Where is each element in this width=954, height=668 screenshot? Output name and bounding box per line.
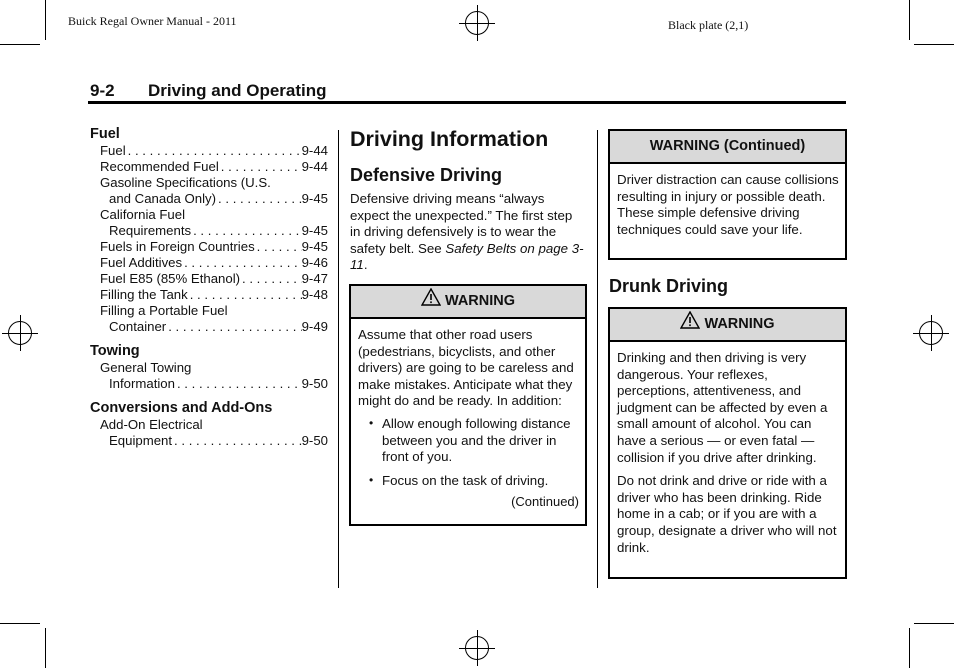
warning-header: WARNING xyxy=(610,309,845,342)
toc-entry[interactable]: Fuel Additives . . . 9-46 xyxy=(90,255,328,271)
continued-note: (Continued) xyxy=(511,494,579,510)
crop-mark xyxy=(914,44,954,45)
warning-header: WARNING (Continued) xyxy=(610,131,845,164)
cross-reference-link[interactable]: Safety Belts on page 3-11 xyxy=(350,240,584,273)
list-item: • Allow enough following distance between you and the driver in front of you. xyxy=(382,416,579,466)
crop-mark xyxy=(0,44,40,45)
warning-text: Assume that other road users (pedestrians, bicyclists, and other drivers) are going to be careless and make mistakes. Anticipate what they might do and be ready. In addition: xyxy=(358,327,574,409)
plate-label: Black plate (2,1) xyxy=(668,18,749,32)
toc-entry[interactable]: Filling a Portable Fuel xyxy=(100,303,228,318)
toc-entry[interactable]: Equipment . . . 9-50 xyxy=(90,433,328,449)
warning-box xyxy=(608,307,847,579)
toc-entry[interactable]: Add-On Electrical xyxy=(100,417,203,432)
toc-entry[interactable]: Recommended Fuel . . . 9-44 xyxy=(90,159,328,175)
warning-paragraph: Do not drink and drive or ride with a driver who has been drinking. Ride home in a cab; or if you are with a group, designate a driver who will not drink. xyxy=(617,473,837,555)
section-heading-defensive: Defensive Driving xyxy=(350,165,503,185)
warning-paragraph: Drinking and then driving is very dangerous. Your reflexes, perceptions, attentiveness, and judgment can be affected by even a small amount of alcohol. You can have a serious — or even fatal — collision if you drive after drinking. xyxy=(617,350,828,465)
list-item: • Focus on the task of driving. xyxy=(382,473,579,490)
toc-section-title: Conversions and Add-Ons xyxy=(90,400,273,416)
toc-entry[interactable]: Container . . . 9-49 xyxy=(90,319,328,335)
warning-continued-box xyxy=(608,129,847,260)
toc-entry[interactable]: California Fuel xyxy=(100,207,186,222)
registration-mark-icon xyxy=(2,315,38,351)
column-divider xyxy=(338,130,339,588)
toc-entry[interactable]: Gasoline Specifications (U.S. xyxy=(100,175,271,190)
warning-triangle-icon xyxy=(421,288,441,306)
warning-text: Driver distraction can cause collisions resulting in injury or possible death. These simple defensive driving techniques could save your life. xyxy=(617,172,839,237)
toc-entry[interactable]: Fuels in Foreign Countries . . . 9-45 xyxy=(90,239,328,255)
registration-mark-icon xyxy=(913,315,949,351)
column-divider xyxy=(597,130,598,588)
crop-mark xyxy=(45,628,46,668)
main-column xyxy=(350,126,586,274)
registration-mark-icon xyxy=(459,630,495,666)
toc-section-title: Fuel xyxy=(90,126,120,142)
manual-title: Buick Regal Owner Manual - 2011 xyxy=(68,14,237,28)
toc-entry[interactable]: Filling the Tank . . . 9-48 xyxy=(90,287,328,303)
crop-mark xyxy=(914,623,954,624)
toc-entry[interactable]: Fuel E85 (85% Ethanol) . . . 9-47 xyxy=(90,271,328,287)
toc-entry[interactable]: and Canada Only) . . . 9-45 xyxy=(90,191,328,207)
registration-mark-icon xyxy=(459,5,495,41)
toc-entry[interactable]: Information . . . 9-50 xyxy=(90,376,328,392)
toc-section-title: Towing xyxy=(90,343,140,359)
warning-box xyxy=(349,284,587,526)
header-rule xyxy=(88,101,846,104)
warning-header: WARNING xyxy=(351,286,585,319)
crop-mark xyxy=(0,623,40,624)
defensive-paragraph: Defensive driving means “always expect the unexpected.” The first step in driving defensively is to wear the safety belt. See Safety Belts on page 3-11. xyxy=(350,191,584,273)
page-number: 9-2 xyxy=(90,81,115,100)
toc-entry[interactable]: General Towing xyxy=(100,360,192,375)
chapter-title: Driving and Operating xyxy=(148,81,327,100)
section-heading-drunk: Drunk Driving xyxy=(609,276,729,296)
toc-entry[interactable]: Fuel . . . 9-44 xyxy=(90,143,328,159)
warning-bullet-list xyxy=(358,416,579,489)
toc-entry[interactable]: Requirements . . . 9-45 xyxy=(90,223,328,239)
crop-mark xyxy=(909,628,910,668)
crop-mark xyxy=(45,0,46,40)
crop-mark xyxy=(909,0,910,40)
table-of-contents xyxy=(90,126,328,449)
page-heading: Driving Information xyxy=(350,127,549,151)
warning-triangle-icon xyxy=(680,311,700,329)
